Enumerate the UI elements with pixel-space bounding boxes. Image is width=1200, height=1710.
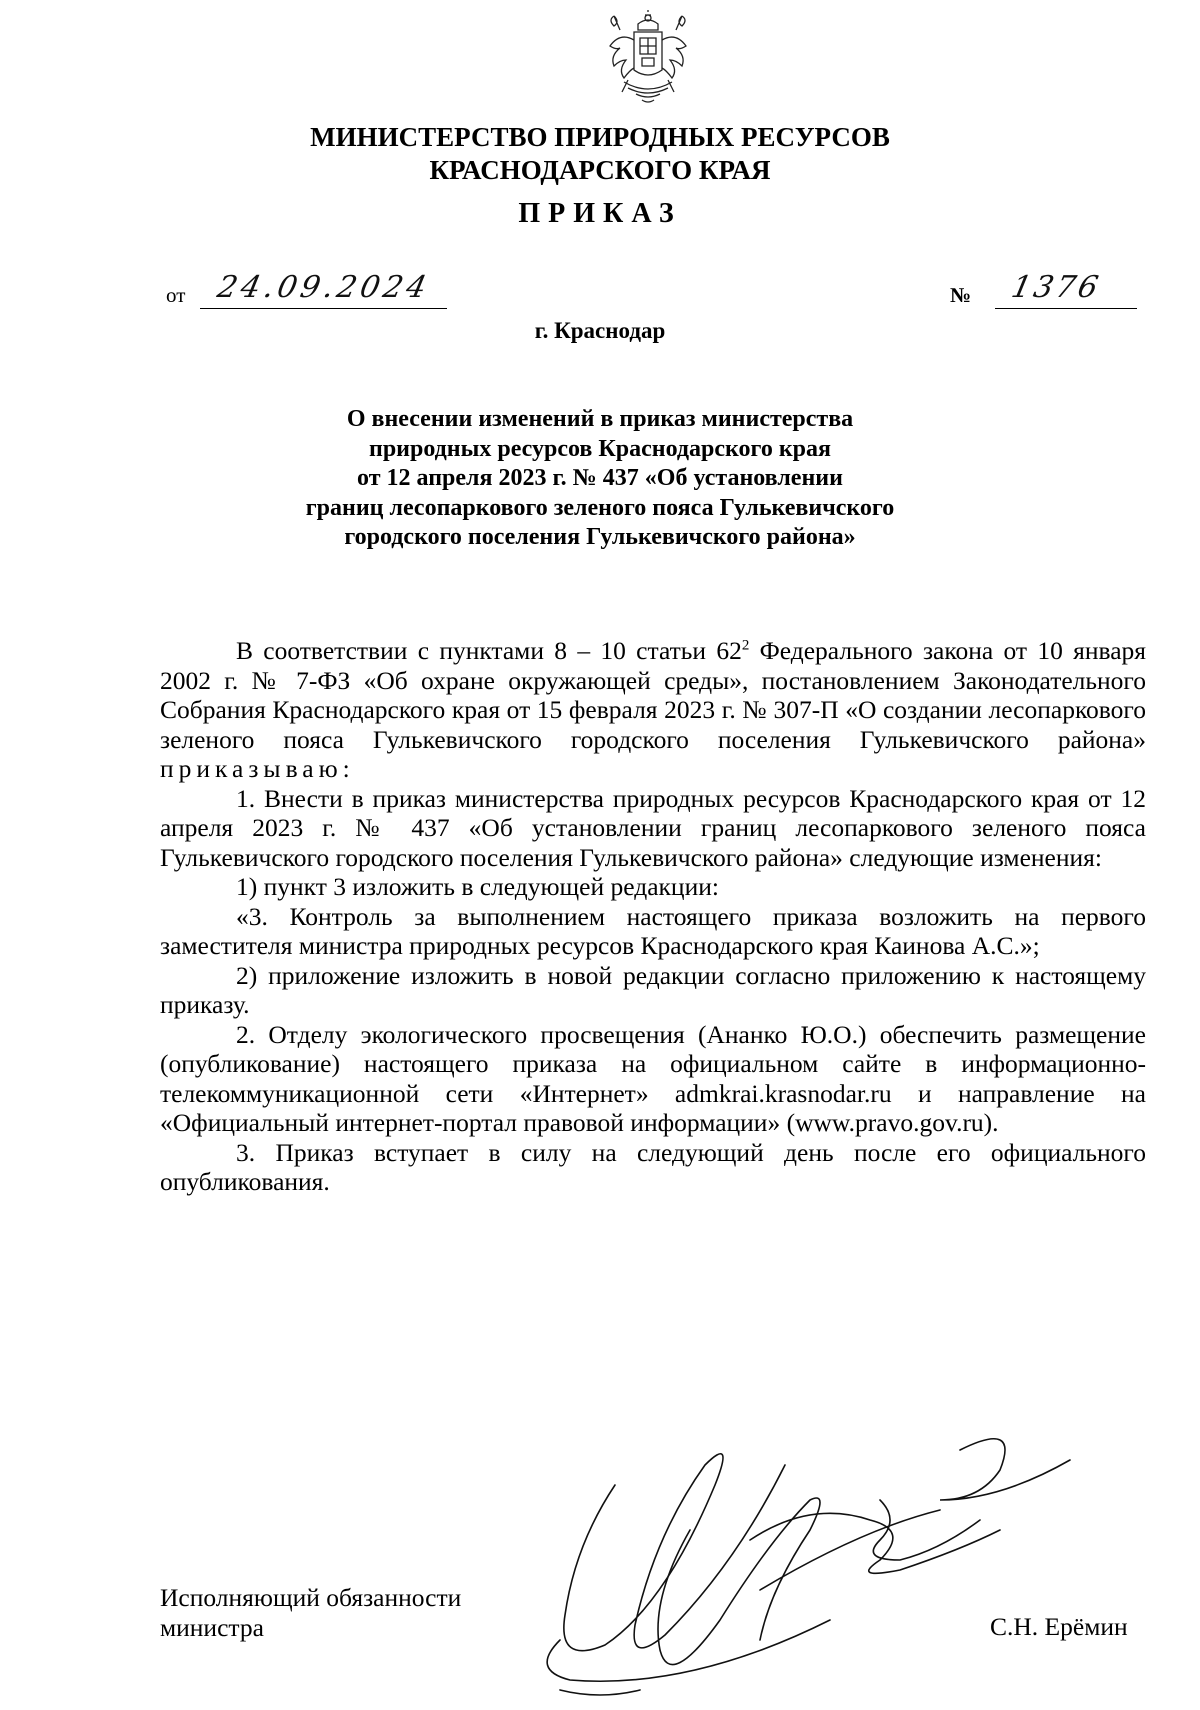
handwritten-number: 1376	[1008, 270, 1105, 305]
title-line: О внесении изменений в приказ министерства	[346, 406, 854, 432]
document-type: ПРИКАЗ	[518, 198, 682, 229]
position-line: министра	[160, 1613, 264, 1642]
preamble-text-b: Федерального закона от 10 января 2002 г. № 7-ФЗ «Об охране окружающей среды», постановлением Законодательного Собрания Краснодарского края от 15 февраля 2023 г. № 307-П «О создании лесопаркового зеленого пояса Гулькевичского городского поселения Гулькевичского района»	[160, 636, 1147, 754]
clause-1: 1. Внести в приказ министерства природных ресурсов Краснодарского края от 12 апреля 2023 г. № 437 «Об установлении границ лесопаркового зеленого пояса Гулькевичского городского поселения Гулькевичского района» следующие изменения:	[160, 783, 1146, 872]
document-body	[160, 636, 1146, 1197]
signatory-position	[160, 1583, 461, 1643]
city-name: г. Краснодар	[534, 318, 666, 343]
title-line: природных ресурсов Краснодарского края	[368, 435, 831, 462]
handwritten-date: 24.09.2024	[214, 270, 434, 305]
signatory-name: С.Н. Ерёмин	[990, 1612, 1128, 1641]
title-line: границ лесопаркового зеленого пояса Гулькевичского	[305, 494, 895, 521]
date-label: от	[166, 283, 186, 307]
title-line: городского поселения Гулькевичского района»	[344, 524, 856, 550]
title-line: от 12 апреля 2023 г. № 437 «Об установлении	[357, 465, 843, 491]
number-underline	[995, 308, 1137, 309]
subclause-1: 1) пункт 3 изложить в следующей редакции:	[236, 872, 719, 901]
position-line: Исполняющий обязанности	[160, 1583, 462, 1612]
handwritten-signature-icon	[520, 1390, 1120, 1710]
order-word: приказываю:	[160, 754, 355, 783]
quoted-clause-3: «3. Контроль за выполнением настоящего приказа возложить на первого заместителя министра природных ресурсов Краснодарского края Каинова А.С.»;	[160, 901, 1146, 960]
number-label: №	[950, 283, 972, 307]
document-title	[270, 405, 930, 553]
clause-3: 3. Приказ вступает в силу на следующий день после его официального опубликования.	[160, 1137, 1146, 1196]
preamble-paragraph	[160, 636, 1146, 784]
date-underline	[200, 308, 447, 309]
preamble-text-a: В соответствии с пунктами 8 – 10 статьи 62	[236, 636, 742, 665]
krasnodar-coat-of-arms-icon	[598, 10, 698, 122]
article-superscript: 2	[741, 637, 750, 654]
ministry-name-line1: МИНИСТЕРСТВО ПРИРОДНЫХ РЕСУРСОВ	[310, 122, 890, 152]
clause-2: 2. Отделу экологического просвещения (Ананко Ю.О.) обеспечить размещение (опубликование) настоящего приказа на официальном сайте в информационно-телекоммуникационной сети «Интернет» admkrai.krasnodar.ru и направление на «Официальный интернет-портал правовой информации» (www.pravo.gov.ru).	[160, 1019, 1146, 1137]
subclause-2: 2) приложение изложить в новой редакции согласно приложению к настоящему приказу.	[160, 960, 1146, 1019]
ministry-name-line2: КРАСНОДАРСКОГО КРАЯ	[429, 155, 771, 185]
